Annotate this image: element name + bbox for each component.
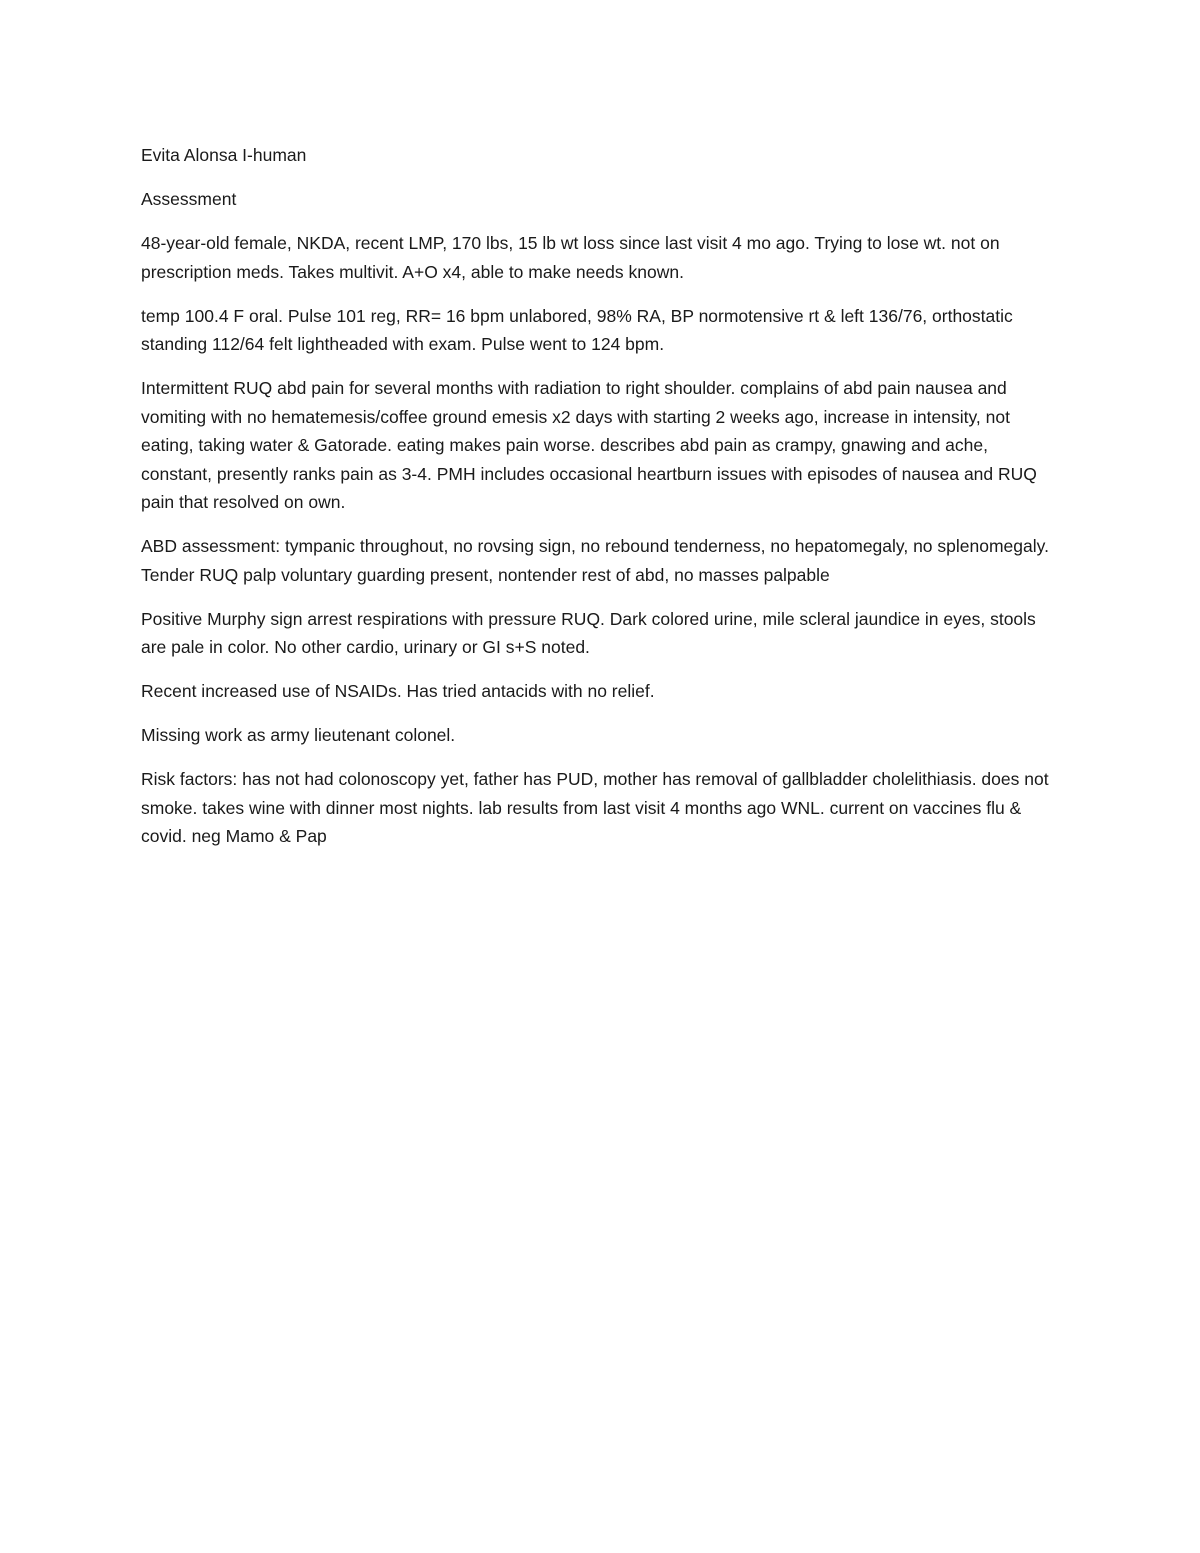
paragraph-vitals: temp 100.4 F oral. Pulse 101 reg, RR= 16 bpm unlabored, 98% RA, BP normotensive rt & left 136/76, orthostatic standing 112/64 felt lightheaded with exam. Pulse went to 124 bpm. xyxy=(141,305,1013,354)
paragraph-abd-assessment: ABD assessment: tympanic throughout, no rovsing sign, no rebound tenderness, no hepatomegaly, no splenomegaly. Tender RUQ palp voluntary guarding present, nontender rest of abd, no masses palpable xyxy=(141,536,1049,585)
paragraph-murphy-sign: Positive Murphy sign arrest respirations with pressure RUQ. Dark colored urine, mile scleral jaundice in eyes, stools are pale in color. No other cardio, urinary or GI s+S noted. xyxy=(141,608,1036,657)
paragraph-risk-factors: Risk factors: has not had colonoscopy yet, father has PUD, mother has removal of gallbladder cholelithiasis. does not smoke. takes wine with dinner most nights. lab results from last visit 4 months ago WNL. current on vaccines flu & covid. neg Mamo & Pap xyxy=(141,769,1049,846)
paragraph-nsaids: Recent increased use of NSAIDs. Has tried antacids with no relief. xyxy=(141,681,655,701)
document-body xyxy=(141,141,1059,866)
paragraph-work: Missing work as army lieutenant colonel. xyxy=(141,725,456,745)
author-line: Evita Alonsa I-human xyxy=(141,145,307,165)
paragraph-history: Intermittent RUQ abd pain for several months with radiation to right shoulder. complains of abd pain nausea and vomiting with no hematemesis/coffee ground emesis x2 days with starting 2 weeks ago, increase in intensity, not eating, taking water & Gatorade. eating makes pain worse. describes abd pain as crampy, gnawing and ache, constant, presently ranks pain as 3-4. PMH includes occasional heartburn issues with episodes of nausea and RUQ pain that resolved on own. xyxy=(141,378,1037,512)
section-heading: Assessment xyxy=(141,189,237,209)
paragraph-demographics: 48-year-old female, NKDA, recent LMP, 170 lbs, 15 lb wt loss since last visit 4 mo ago. Trying to lose wt. not on prescription meds. Takes multivit. A+O x4, able to make needs known. xyxy=(141,233,1000,282)
